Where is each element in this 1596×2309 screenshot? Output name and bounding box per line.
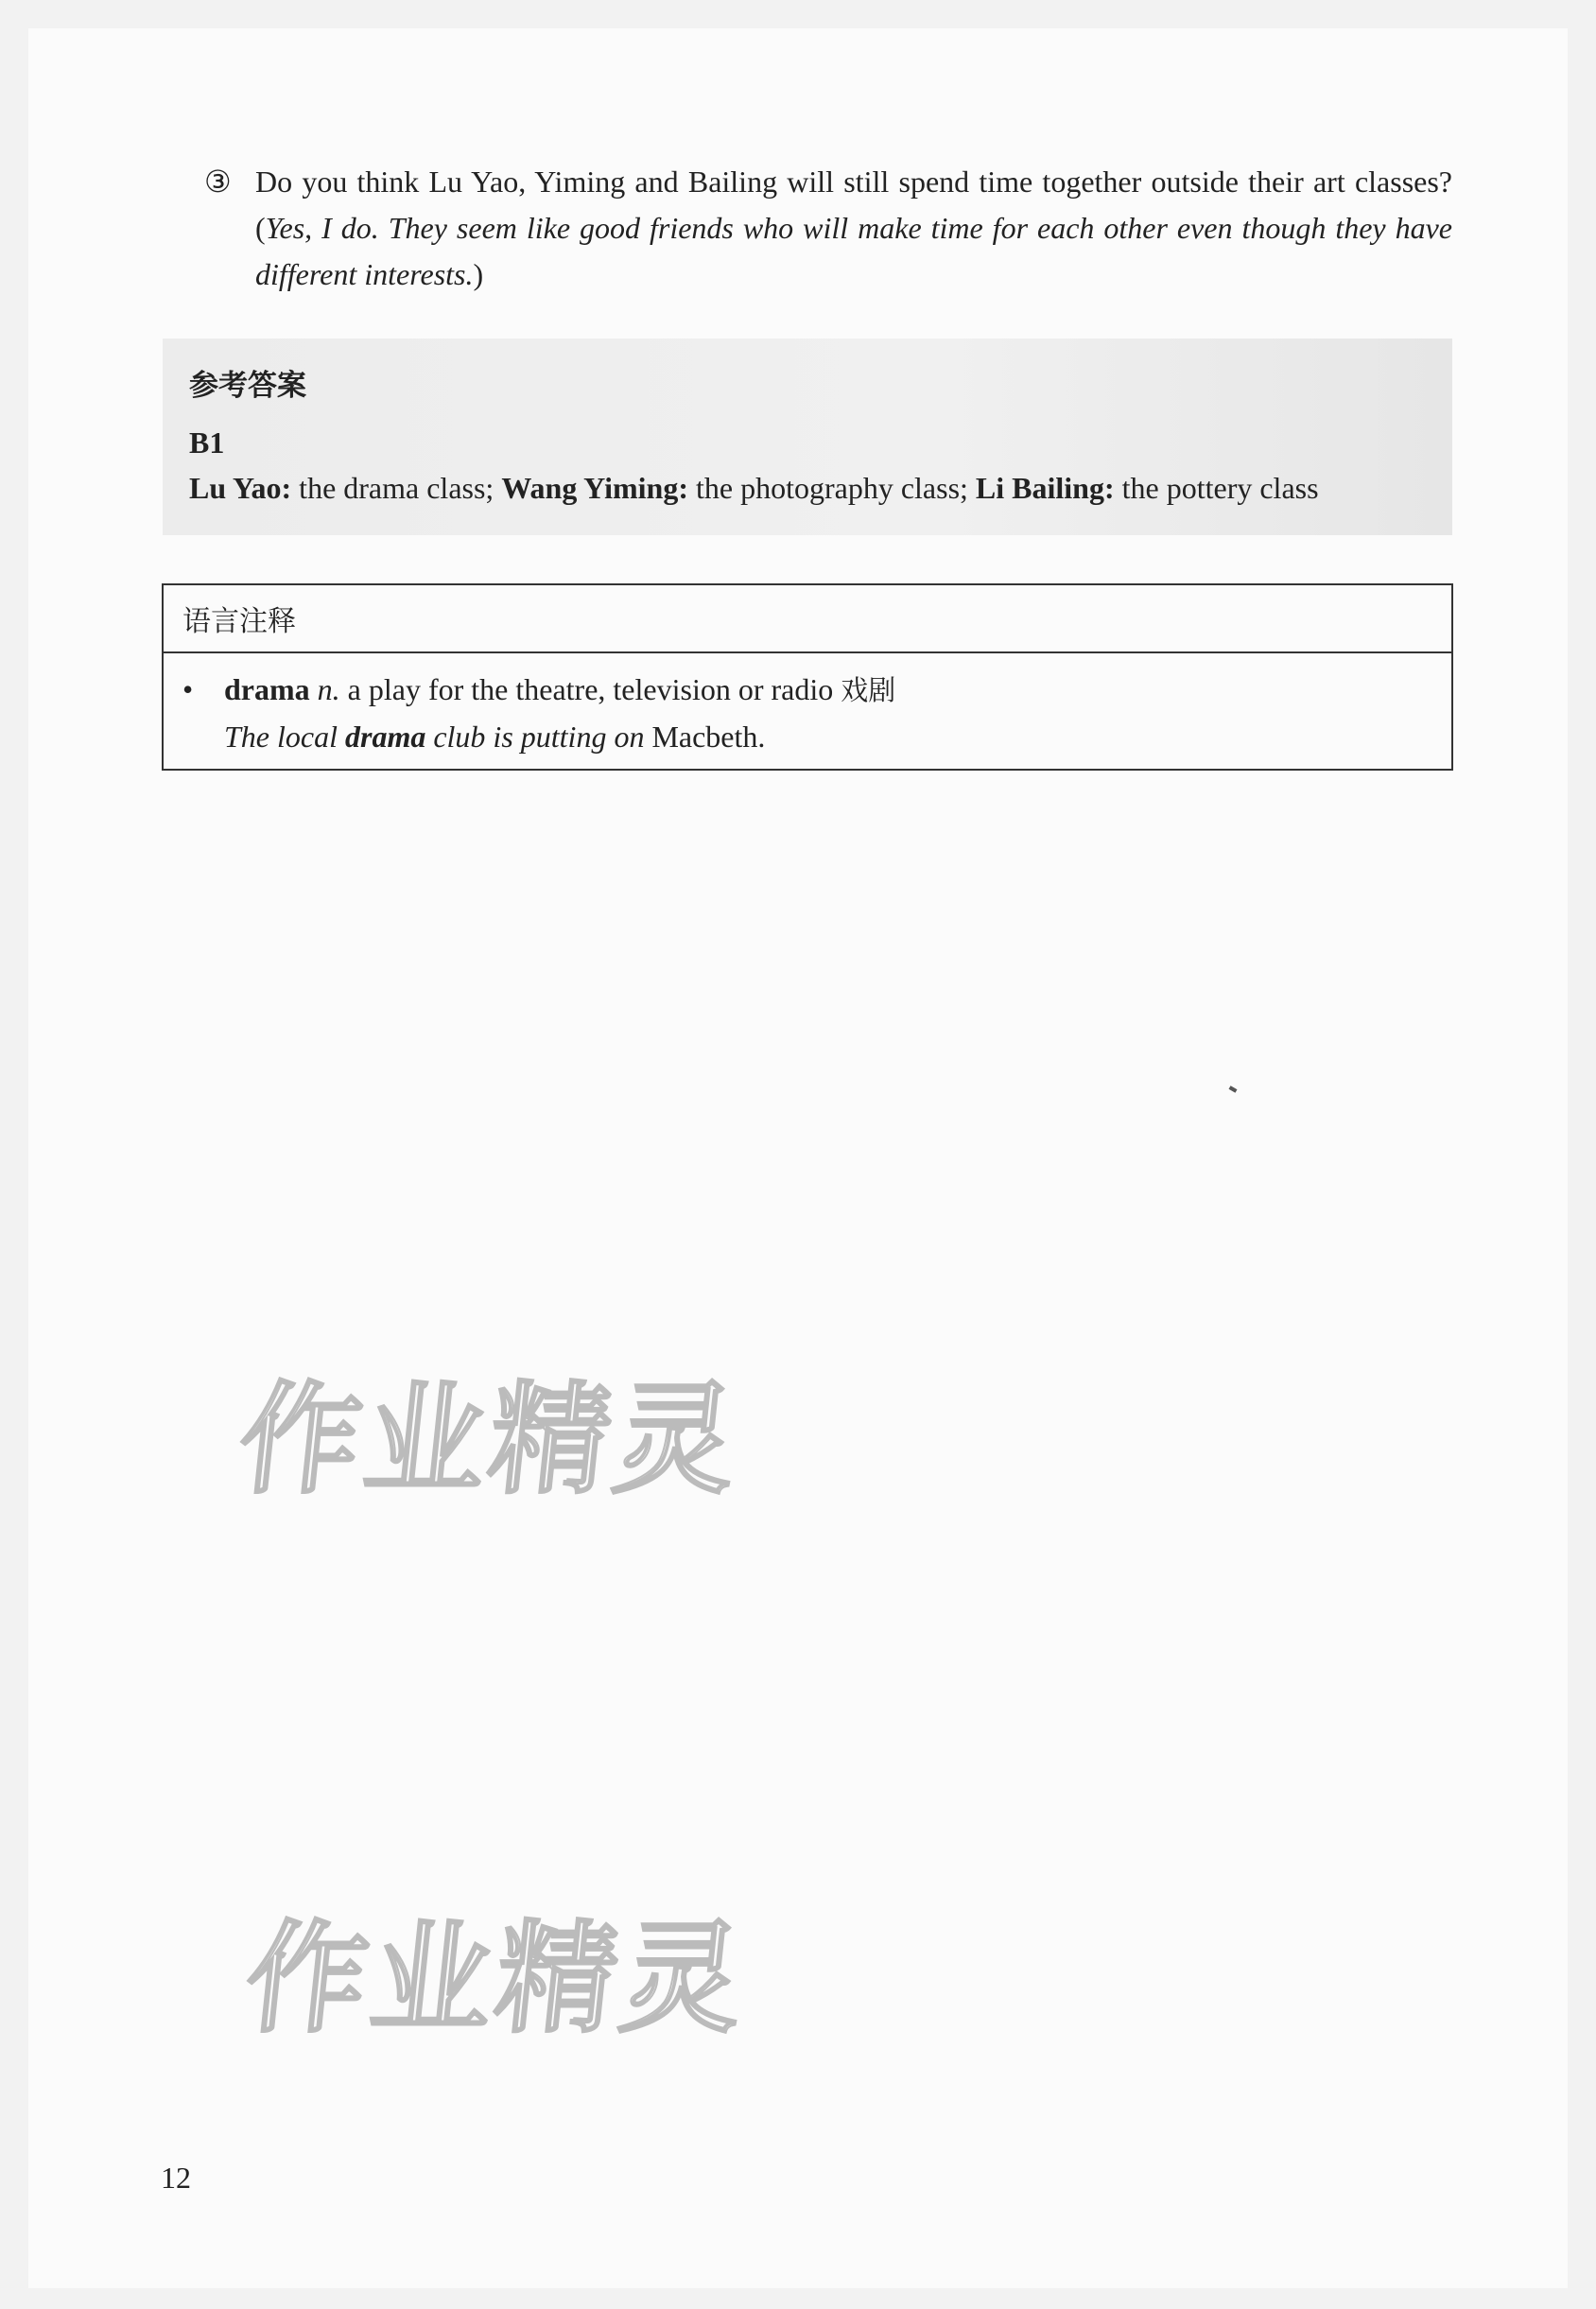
answer-name: Wang Yiming: bbox=[501, 471, 688, 505]
watermark: 作业精灵 bbox=[238, 1909, 754, 2050]
question-body: Do you think Lu Yao, Yiming and Bailing will still spend time together outside their art classes? ( bbox=[255, 165, 1452, 245]
note-definition-line bbox=[224, 667, 1451, 714]
question-close: ) bbox=[473, 257, 484, 291]
note-pos: n. bbox=[317, 672, 340, 706]
reference-answer-line bbox=[189, 471, 1319, 506]
example-before: The local bbox=[224, 720, 345, 754]
note-definition: a play for the theatre, television or radio bbox=[339, 672, 841, 706]
bullet: • bbox=[182, 672, 194, 706]
note-chinese: 戏剧 bbox=[841, 674, 896, 706]
example-after: club is putting on bbox=[425, 720, 652, 754]
question-number: ③ bbox=[204, 165, 232, 199]
note-item bbox=[164, 653, 1451, 760]
note-word: drama bbox=[224, 672, 310, 706]
answer-value: the photography class; bbox=[687, 471, 976, 505]
watermark: 作业精灵 bbox=[232, 1370, 747, 1511]
question-3 bbox=[204, 159, 1452, 298]
answer-value: the drama class; bbox=[291, 471, 502, 505]
reference-answer-section: B1 bbox=[189, 425, 225, 460]
question-answer: Yes, I do. They seem like good friends who will make time for each other even though they have different interests. bbox=[255, 211, 1452, 291]
note-example-line bbox=[224, 714, 1451, 760]
language-notes-box bbox=[162, 583, 1453, 771]
language-notes-title: 语言注释 bbox=[164, 585, 1451, 653]
answer-name: Lu Yao: bbox=[189, 471, 292, 505]
reference-answer-title: 参考答案 bbox=[189, 369, 306, 403]
question-text bbox=[255, 159, 1452, 298]
example-word: drama bbox=[344, 720, 426, 754]
page-number: 12 bbox=[161, 2161, 191, 2195]
answer-value: the pottery class bbox=[1114, 471, 1319, 505]
example-title: Macbeth. bbox=[651, 720, 766, 754]
answer-name: Li Bailing: bbox=[975, 471, 1115, 505]
reference-answer-box bbox=[163, 339, 1452, 535]
